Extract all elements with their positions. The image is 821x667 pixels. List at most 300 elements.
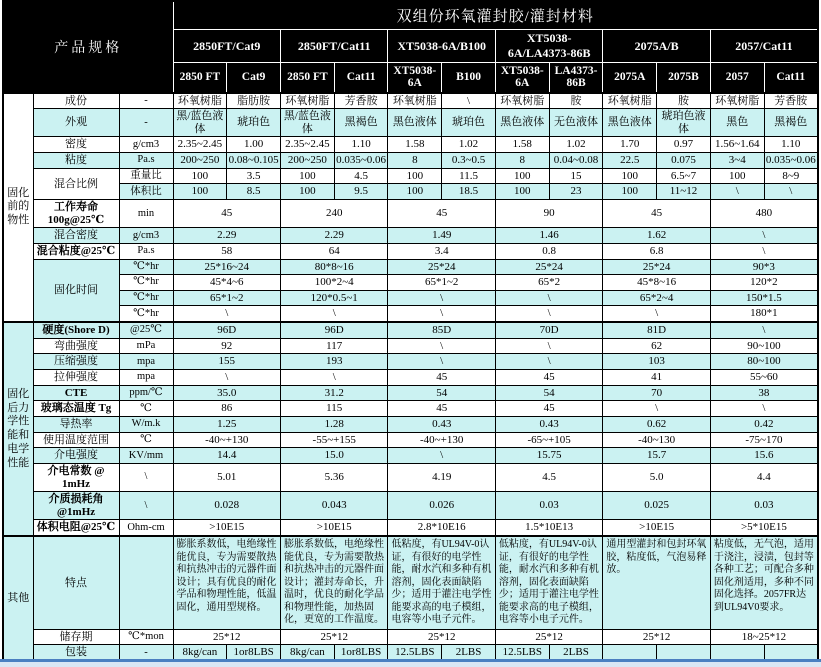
value-cell: 15.75: [495, 448, 602, 464]
value-cell: 100: [495, 168, 549, 184]
value-cell: 黑/蓝色液体: [280, 109, 334, 137]
value-cell: 54: [495, 385, 602, 401]
value-cell: 芳香胺: [764, 93, 818, 109]
row-label: 外观: [33, 109, 119, 137]
group-header-4: XT5038-6A/LA4373-86B: [495, 30, 602, 63]
value-cell: 38: [710, 385, 818, 401]
row-unit: 重量比: [119, 168, 173, 184]
value-cell: 1.62: [603, 228, 710, 244]
title-row: [3, 1, 818, 30]
value-cell: 0.075: [657, 153, 711, 169]
value-cell: 1.58: [388, 137, 442, 153]
value-cell: 45: [495, 401, 602, 417]
value-cell: 120*0.5~1: [280, 290, 387, 306]
value-cell: 12.5LBS: [388, 645, 442, 661]
value-cell: 100: [710, 168, 764, 184]
value-cell: 1.00: [227, 137, 281, 153]
value-cell: 100: [388, 184, 442, 200]
value-cell: 180*1: [710, 306, 818, 322]
spec-row: [3, 629, 818, 645]
value-cell: \: [388, 338, 495, 354]
value-cell: 90*3: [710, 259, 818, 275]
value-cell: 2.35~2.45: [280, 137, 334, 153]
row-label: 工作寿命100g@25℃: [33, 199, 119, 227]
value-cell: 100: [173, 168, 227, 184]
sub-header: 2850 FT: [173, 63, 227, 93]
value-cell: 25*24: [603, 259, 710, 275]
value-cell: 黑色液体: [388, 109, 442, 137]
value-cell: 100: [603, 184, 657, 200]
value-cell: 22.5: [603, 153, 657, 169]
row-label: 密度: [33, 137, 119, 153]
spec-row: [3, 338, 818, 354]
row-unit: Ohm-cm: [119, 520, 173, 536]
value-cell: 4.4: [710, 463, 818, 491]
value-cell: 65*1~2: [173, 290, 280, 306]
value-cell: \: [710, 322, 818, 338]
value-cell: 15: [549, 168, 603, 184]
spec-row: [3, 401, 818, 417]
value-cell: 1.56~1.64: [710, 137, 764, 153]
value-cell: 0.035~0.06: [334, 153, 388, 169]
row-unit: Pa.s: [119, 153, 173, 169]
value-cell: >5*10E15: [710, 520, 818, 536]
value-cell: 5.36: [280, 463, 387, 491]
value-cell: 黑/蓝色液体: [173, 109, 227, 137]
value-cell: 90: [495, 199, 602, 227]
spec-row: [3, 385, 818, 401]
value-cell: \: [280, 370, 387, 386]
value-cell: 0.043: [280, 492, 387, 520]
value-cell: 2.35~2.45: [173, 137, 227, 153]
value-cell: 70: [603, 385, 710, 401]
value-cell: 通用型灌封和包封环氧胶，粘度低，气泡易释放。: [603, 536, 710, 629]
value-cell: 0.8: [495, 243, 602, 259]
value-cell: \: [442, 93, 496, 109]
value-cell: 环氧树脂: [603, 93, 657, 109]
value-cell: 100: [388, 168, 442, 184]
value-cell: 胺: [549, 93, 603, 109]
row-unit: min: [119, 199, 173, 227]
value-cell: 无色液体: [549, 109, 603, 137]
spec-row: [3, 448, 818, 464]
spec-row: [3, 520, 818, 536]
value-cell: 25*12: [603, 629, 710, 645]
value-cell: 2.29: [173, 228, 280, 244]
spec-row: [3, 290, 818, 306]
group-header-6: 2057/Cat11: [710, 30, 818, 63]
row-label: 特点: [33, 536, 119, 629]
value-cell: \: [388, 306, 495, 322]
value-cell: -40~130: [603, 432, 710, 448]
value-cell: 58: [173, 243, 280, 259]
section-label: 固化后力学性能和电学性能: [3, 322, 33, 536]
value-cell: 45: [388, 370, 495, 386]
value-cell: 120*2: [710, 275, 818, 291]
spec-row: [3, 432, 818, 448]
value-cell: 480: [710, 199, 818, 227]
value-cell: 8~9: [764, 168, 818, 184]
row-unit: @25℃: [119, 322, 173, 338]
value-cell: 200~250: [280, 153, 334, 169]
value-cell: -55~+155: [280, 432, 387, 448]
spec-row: [3, 322, 818, 338]
value-cell: 8kg/can: [280, 645, 334, 661]
value-cell: 150*1.5: [710, 290, 818, 306]
spec-row: [3, 259, 818, 275]
value-cell: 11~12: [657, 184, 711, 200]
value-cell: 3.4: [388, 243, 495, 259]
value-cell: 环氧树脂: [173, 93, 227, 109]
sub-header: 2850 FT: [280, 63, 334, 93]
value-cell: 1.46: [495, 228, 602, 244]
row-unit: ppm/℃: [119, 385, 173, 401]
value-cell: 41: [603, 370, 710, 386]
row-label: 固化时间: [33, 259, 119, 322]
row-unit: \: [119, 492, 173, 520]
spec-row: [3, 536, 818, 629]
value-cell: 15.7: [603, 448, 710, 464]
row-label: 压缩强度: [33, 354, 119, 370]
value-cell: 8: [388, 153, 442, 169]
value-cell: 45*8~16: [603, 275, 710, 291]
spec-row: [3, 93, 818, 109]
value-cell: \: [710, 401, 818, 417]
value-cell: 芳香胺: [334, 93, 388, 109]
value-cell: 0.43: [388, 416, 495, 432]
value-cell: 115: [280, 401, 387, 417]
value-cell: 62: [603, 338, 710, 354]
value-cell: >10E15: [173, 520, 280, 536]
value-cell: 黑褐色: [334, 109, 388, 137]
value-cell: 5.0: [603, 463, 710, 491]
row-label: 混合比例: [33, 168, 119, 199]
value-cell: 0.03: [495, 492, 602, 520]
row-unit: ℃*hr: [119, 259, 173, 275]
value-cell: 70D: [495, 322, 602, 338]
value-cell: 1.28: [280, 416, 387, 432]
spec-row: [3, 228, 818, 244]
row-label: 拉伸强度: [33, 370, 119, 386]
spec-row: [3, 137, 818, 153]
value-cell: 64: [280, 243, 387, 259]
row-unit: ℃*hr: [119, 290, 173, 306]
value-cell: \: [764, 184, 818, 200]
sub-header: B100: [442, 63, 496, 93]
value-cell: 膨胀系数低，电绝缘性能优良，专为需要散热和抗热冲击的元器件面设计；具有优良的耐化学品和物理性能，低温固化，通用型规格。: [173, 536, 280, 629]
value-cell: 环氧树脂: [495, 93, 549, 109]
row-unit: -: [119, 645, 173, 661]
spec-row: [3, 492, 818, 520]
value-cell: 4.5: [334, 168, 388, 184]
value-cell: 1.25: [173, 416, 280, 432]
sub-header: Cat9: [227, 63, 281, 93]
row-label: CTE: [33, 385, 119, 401]
value-cell: 2.8*10E16: [388, 520, 495, 536]
value-cell: 11.5: [442, 168, 496, 184]
sub-header: 2057: [710, 63, 764, 93]
value-cell: 膨胀系数低，电绝缘性能优良，专为需要散热和抗热冲击的元器件面设计；灌封寿命长，升温时，优良的耐化学品和物理性能，加热固化，更宽的工作温度。: [280, 536, 387, 629]
value-cell: 0.43: [495, 416, 602, 432]
value-cell: 2LBS: [549, 645, 603, 661]
product-spec-table: [2, 0, 819, 662]
value-cell: 1.10: [764, 137, 818, 153]
value-cell: 2LBS: [442, 645, 496, 661]
value-cell: 6.5~7: [657, 168, 711, 184]
value-cell: \: [603, 306, 710, 322]
spec-row: [3, 306, 818, 322]
value-cell: 5.01: [173, 463, 280, 491]
value-cell: 35.0: [173, 385, 280, 401]
value-cell: 15.0: [280, 448, 387, 464]
value-cell: 环氧树脂: [710, 93, 764, 109]
value-cell: 100: [495, 184, 549, 200]
value-cell: 100: [280, 184, 334, 200]
value-cell: 1or8LBS: [334, 645, 388, 661]
row-label: 硬度(Shore D): [33, 322, 119, 338]
table-title: 双组份环氧灌封胶/灌封材料: [173, 1, 818, 30]
table-header: [3, 1, 818, 93]
value-cell: 18.5: [442, 184, 496, 200]
row-unit: mPa: [119, 338, 173, 354]
value-cell: 3.5: [227, 168, 281, 184]
value-cell: 0.03: [710, 492, 818, 520]
row-unit: ℃: [119, 401, 173, 417]
value-cell: 胺: [657, 93, 711, 109]
value-cell: 黑色: [710, 109, 764, 137]
sub-header: XT5038-6A: [388, 63, 442, 93]
value-cell: 0.04~0.08: [549, 153, 603, 169]
value-cell: 1.49: [388, 228, 495, 244]
value-cell: 65*2~4: [603, 290, 710, 306]
value-cell: 100: [280, 168, 334, 184]
row-unit: ℃*mon: [119, 629, 173, 645]
value-cell: 0.028: [173, 492, 280, 520]
spec-row: [3, 243, 818, 259]
value-cell: -75~170: [710, 432, 818, 448]
value-cell: 15.6: [710, 448, 818, 464]
row-label: 玻璃态温度 Tg: [33, 401, 119, 417]
value-cell: 1.5*10E13: [495, 520, 602, 536]
value-cell: 25*24: [388, 259, 495, 275]
value-cell: 86: [173, 401, 280, 417]
row-unit: g/cm3: [119, 137, 173, 153]
spec-row: [3, 168, 818, 184]
row-unit: -: [119, 93, 173, 109]
value-cell: 1.02: [549, 137, 603, 153]
value-cell: 4.5: [495, 463, 602, 491]
row-unit: KV/mm: [119, 448, 173, 464]
value-cell: 1.58: [495, 137, 549, 153]
row-unit: ℃: [119, 432, 173, 448]
row-unit: W/m.k: [119, 416, 173, 432]
row-label: 包装: [33, 645, 119, 661]
row-label: 混合粘度@25℃: [33, 243, 119, 259]
value-cell: 0.42: [710, 416, 818, 432]
spec-row: [3, 109, 818, 137]
spec-row: [3, 199, 818, 227]
value-cell: 45: [495, 370, 602, 386]
value-cell: 1.10: [334, 137, 388, 153]
value-cell: \: [388, 354, 495, 370]
value-cell: 200~250: [173, 153, 227, 169]
value-cell: 8.5: [227, 184, 281, 200]
row-unit: \: [119, 463, 173, 491]
section-label: 其他: [3, 536, 33, 661]
row-label: 弯曲强度: [33, 338, 119, 354]
value-cell: 1or8LBS: [227, 645, 281, 661]
value-cell: \: [388, 448, 495, 464]
spec-row: [3, 370, 818, 386]
value-cell: 80*8~16: [280, 259, 387, 275]
value-cell: 31.2: [280, 385, 387, 401]
value-cell: 0.026: [388, 492, 495, 520]
value-cell: 14.4: [173, 448, 280, 464]
group-header-5: 2075A/B: [603, 30, 710, 63]
value-cell: \: [710, 228, 818, 244]
value-cell: 0.97: [657, 137, 711, 153]
row-unit: [119, 536, 173, 629]
value-cell: 96D: [280, 322, 387, 338]
value-cell: 100*2~4: [280, 275, 387, 291]
value-cell: 0.035~0.06: [764, 153, 818, 169]
value-cell: 黑褐色: [764, 109, 818, 137]
value-cell: \: [495, 354, 602, 370]
value-cell: 8: [495, 153, 549, 169]
row-label: 使用温度范围: [33, 432, 119, 448]
bottom-divider-bar: [0, 659, 821, 667]
value-cell: 1.70: [603, 137, 657, 153]
value-cell: -40~+130: [388, 432, 495, 448]
value-cell: 45: [603, 199, 710, 227]
value-cell: >10E15: [603, 520, 710, 536]
value-cell: \: [710, 184, 764, 200]
value-cell: \: [388, 290, 495, 306]
value-cell: 103: [603, 354, 710, 370]
row-label: 储存期: [33, 629, 119, 645]
value-cell: 81D: [603, 322, 710, 338]
value-cell: 25*12: [388, 629, 495, 645]
value-cell: 环氧树脂: [388, 93, 442, 109]
value-cell: 45: [388, 199, 495, 227]
spec-row: [3, 153, 818, 169]
row-unit: -: [119, 109, 173, 137]
value-cell: 45: [173, 199, 280, 227]
value-cell: 0.08~0.105: [227, 153, 281, 169]
value-cell: 低粘度，有UL94V-0认证，有很好的电学性能，耐水汽和多种有机溶剂，固化表面缺陷少；适用于灌注电学性能要求高的电子模组，电容等小电子元件。: [388, 536, 495, 629]
value-cell: 90~100: [710, 338, 818, 354]
spec-row: [3, 275, 818, 291]
value-cell: 117: [280, 338, 387, 354]
value-cell: 0.3~0.5: [442, 153, 496, 169]
sub-header: LA4373-86B: [549, 63, 603, 93]
sub-header: 2075A: [603, 63, 657, 93]
value-cell: \: [495, 306, 602, 322]
group-header-2: 2850FT/Cat11: [280, 30, 387, 63]
row-unit: g/cm3: [119, 228, 173, 244]
value-cell: 240: [280, 199, 387, 227]
value-cell: 粘度低，无气泡，适用于浇注，浸渍，包封等各种工艺；可配合多种固化剂适用，多种不同固化选择。2057FR达到UL94V0要求。: [710, 536, 818, 629]
row-unit: ℃*hr: [119, 306, 173, 322]
value-cell: 45: [388, 401, 495, 417]
value-cell: 85D: [388, 322, 495, 338]
value-cell: >10E15: [280, 520, 387, 536]
value-cell: 8kg/can: [173, 645, 227, 661]
value-cell: \: [710, 243, 818, 259]
spec-row: [3, 184, 818, 200]
row-label: 混合密度: [33, 228, 119, 244]
value-cell: 6.8: [603, 243, 710, 259]
spec-row: [3, 354, 818, 370]
value-cell: 1.02: [442, 137, 496, 153]
value-cell: -65~+105: [495, 432, 602, 448]
row-unit: Pa.s: [119, 243, 173, 259]
value-cell: 25*12: [495, 629, 602, 645]
sub-header: 2075B: [657, 63, 711, 93]
value-cell: 100: [173, 184, 227, 200]
value-cell: 155: [173, 354, 280, 370]
row-unit: ℃*hr: [119, 275, 173, 291]
value-cell: \: [173, 370, 280, 386]
group-header-1: 2850FT/Cat9: [173, 30, 280, 63]
value-cell: 100: [603, 168, 657, 184]
value-cell: 92: [173, 338, 280, 354]
value-cell: 55~60: [710, 370, 818, 386]
value-cell: 3~4: [710, 153, 764, 169]
value-cell: 80~100: [710, 354, 818, 370]
sub-header: Cat11: [334, 63, 388, 93]
row-label: 成份: [33, 93, 119, 109]
value-cell: 琥珀色: [227, 109, 281, 137]
spec-row: [3, 416, 818, 432]
sub-header: Cat11: [764, 63, 818, 93]
row-label: 介质损耗角@1mHz: [33, 492, 119, 520]
value-cell: 25*12: [173, 629, 280, 645]
value-cell: 25*16~24: [173, 259, 280, 275]
value-cell: 23: [549, 184, 603, 200]
value-cell: 2.29: [280, 228, 387, 244]
corner-product-spec-label: 产品规格: [3, 1, 173, 93]
value-cell: 54: [388, 385, 495, 401]
value-cell: 12.5LBS: [495, 645, 549, 661]
value-cell: 65*2: [495, 275, 602, 291]
value-cell: 25*24: [495, 259, 602, 275]
value-cell: -40~+130: [173, 432, 280, 448]
value-cell: \: [603, 401, 710, 417]
value-cell: 96D: [173, 322, 280, 338]
value-cell: 193: [280, 354, 387, 370]
value-cell: 18~25*12: [710, 629, 818, 645]
value-cell: \: [173, 306, 280, 322]
table-body: [3, 93, 818, 661]
value-cell: \: [495, 290, 602, 306]
spec-row: [3, 463, 818, 491]
value-cell: 琥珀色: [442, 109, 496, 137]
value-cell: 环氧树脂: [280, 93, 334, 109]
value-cell: 4.19: [388, 463, 495, 491]
value-cell: 9.5: [334, 184, 388, 200]
value-cell: 0.62: [603, 416, 710, 432]
value-cell: 低粘度，有UL94V-0认证，有很好的电学性能，耐水汽和多种有机溶剂，固化表面缺陷少；适用于灌注电学性能要求高的电子模组，电容等小电子元件。: [495, 536, 602, 629]
row-label: 粘度: [33, 153, 119, 169]
value-cell: \: [280, 306, 387, 322]
row-label: 介电强度: [33, 448, 119, 464]
value-cell: 25*12: [280, 629, 387, 645]
group-header-3: XT5038-6A/B100: [388, 30, 495, 63]
row-label: 导热率: [33, 416, 119, 432]
section-label: 固化前的物性: [3, 93, 33, 323]
value-cell: 琥珀色液体: [657, 109, 711, 137]
